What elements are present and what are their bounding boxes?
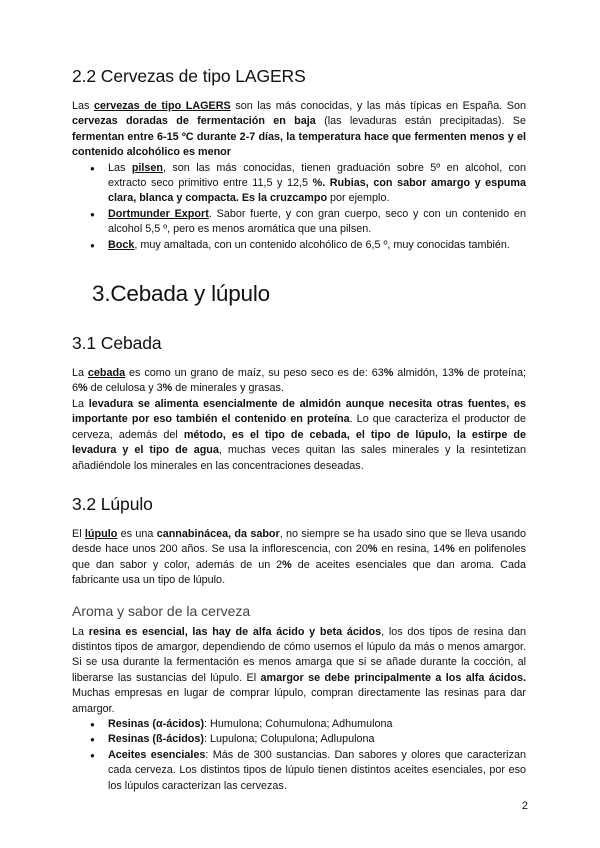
list-item: ● Bock, muy amaltada, con un contenido alcohólico de 6,5 º, muy conocidas también. (108, 238, 526, 253)
section-heading-cebada: 3.1 Cebada (72, 333, 162, 354)
lagers-paragraph: Las cervezas de tipo LAGERS son las más conocidas, y las más típicas en España. Son cervezas doradas de fermentación en baja (las levaduras están precipitadas). Se fermentan entre 6-15 ºC durante 2-7 días, la temperatura hace que fermenten menos y el contenido alcohólico es menor (72, 100, 526, 159)
section-heading-lagers: 2.2 Cervezas de tipo LAGERS (72, 66, 306, 86)
cebada-paragraph-1: La cebada es como un grano de maíz, su peso seco es de: 63% almidón, 13% de proteína; 6% de celulosa y 3% de minerales y grasas. (72, 367, 526, 395)
list-item: ● Aceites esenciales: Más de 300 sustancias. Dan sabores y olores que caracterizan cada cerveza. Los distintos tipos de lúpulo tienen distintos aceites esenciales, por eso los lúpulos caracterizan las cervezas. (108, 748, 526, 794)
list-item: ● Las pilsen, son las más conocidas, tienen graduación sobre 5º en alcohol, con extracto seco primitivo entre 11,5 y 12,5 %. Rubias, con sabor amargo y espuma clara, blanca y compacta. Es la cruzcampo por ejemplo. (108, 161, 526, 207)
section-heading-lupulo: 3.2 Lúpulo (72, 493, 153, 514)
page-number: 2 (521, 800, 528, 812)
lagers-list (72, 161, 526, 253)
subheading-aroma-sabor: Aroma y sabor de la cerveza (72, 602, 251, 619)
cebada-paragraph-2: La levadura se alimenta esencialmente de almidón aunque necesita otras fuentes, es importante por eso también el contenido en proteína. Lo que caracteriza el productor de cerveza, además del método, es el tipo de cebada, el tipo de lúpulo, la estirpe de levadura y el tipo de agua, muchas veces quitan las sales minerales y la resintetizan añadiéndole los minerales en las concentraciones deseadas. (72, 397, 527, 472)
list-item: ● Resinas (α-ácidos): Humulona; Cohumulona; Adhumulona (108, 717, 526, 732)
chapter-heading-cebada-lupulo: 3.Cebada y lúpulo (92, 281, 270, 307)
document-page (72, 66, 526, 794)
aroma-paragraph: La resina es esencial, las hay de alfa ácido y beta ácidos, los dos tipos de resina dan distintos tipos de amargor, dependiendo de cómo usemos el lúpulo da más o menos amargor. Si se usa durante la fermentación es menos amarga que si se añade durante la cocción, al liberarse las sustancias del lúpulo. El amargor se debe principalmente a los alfa ácidos. Muchas empresas en lugar de comprar lúpulo, compran directamente las resinas para dar amargor. (72, 625, 527, 715)
lupulo-paragraph: El lúpulo es una cannabinácea, da sabor, no siempre se ha usado sino que se lleva usando desde hace unos 200 años. Se usa la inflorescencia, con 20% en resina, 14% en polifenoles que dan sabor y color, además de un 2% de aceites esenciales que dan aroma. Cada fabricante usa un tipo de lúpulo. (72, 527, 526, 587)
list-item: ● Resinas (ß-ácidos): Lupulona; Colupulona; Adlupulona (108, 732, 526, 747)
aroma-list (72, 717, 526, 794)
list-item: ● Dortmunder Export. Sabor fuerte, y con gran cuerpo, seco y con un contenido en alcohol 5,5 º, pero es menos aromática que una pilsen. (108, 207, 526, 238)
